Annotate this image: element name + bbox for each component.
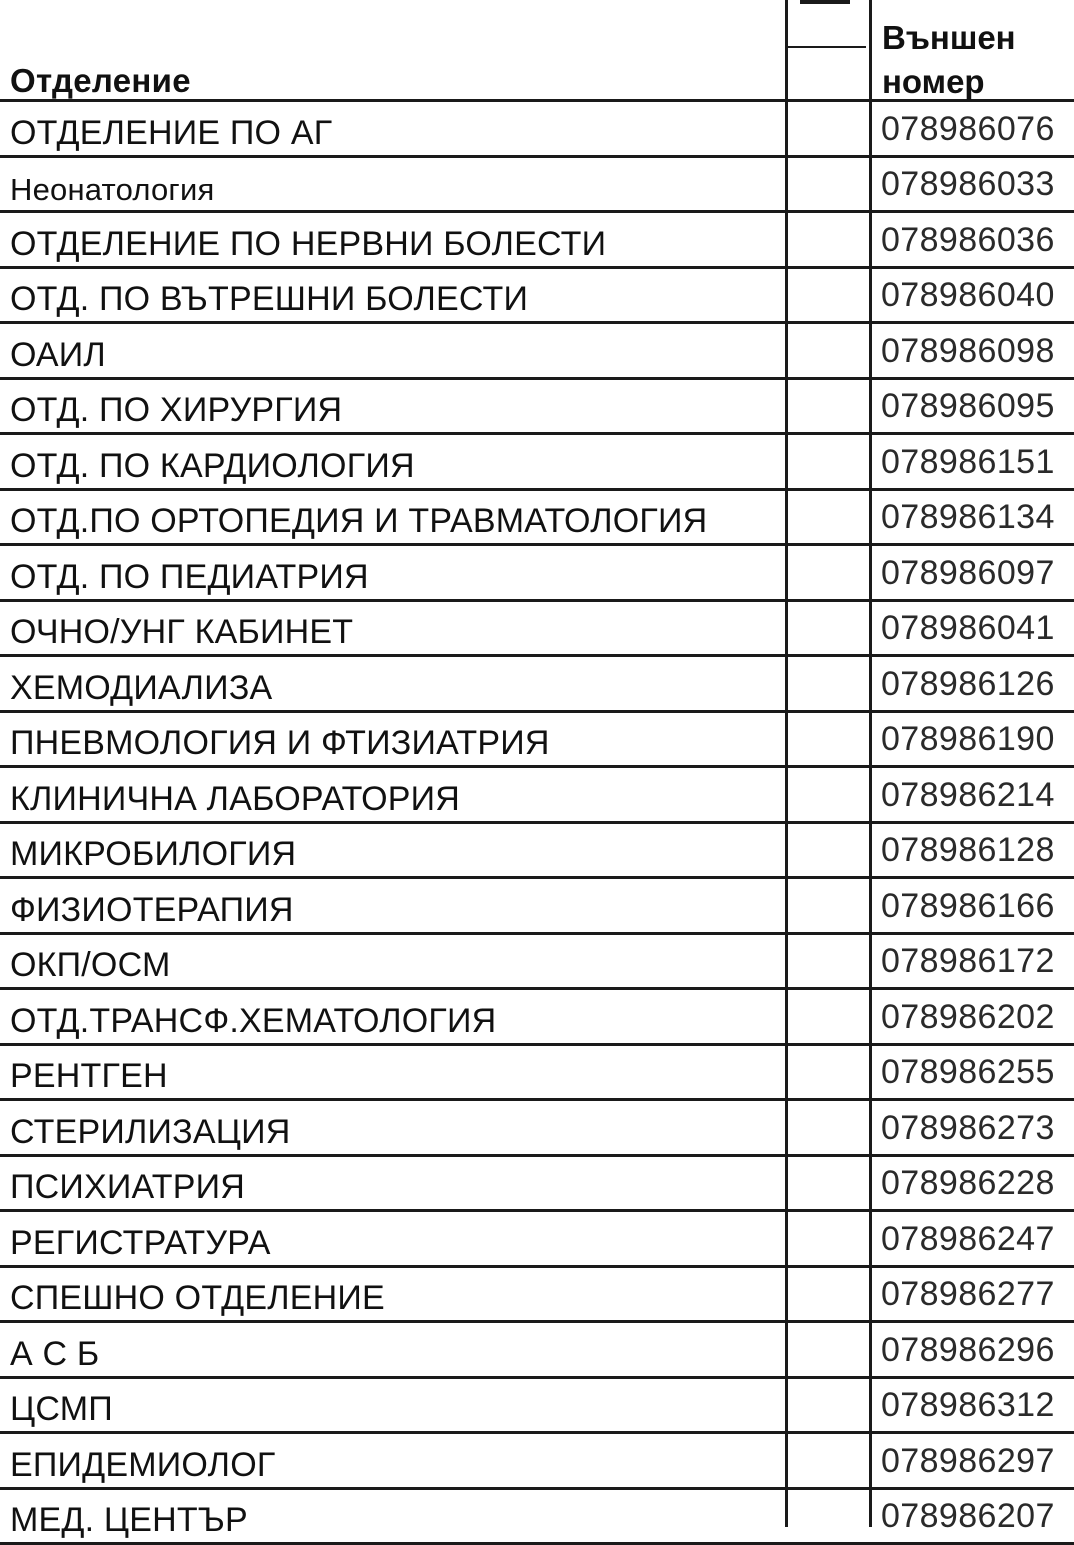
external-number: 078986040 xyxy=(881,276,1055,315)
table-row xyxy=(0,713,1074,769)
table-row xyxy=(0,158,1074,214)
empty-cell xyxy=(788,990,869,1043)
table-row xyxy=(0,879,1074,935)
department-name: ОТДЕЛЕНИЕ ПО АГ xyxy=(10,114,332,153)
empty-cell xyxy=(788,879,869,932)
empty-cell xyxy=(788,713,869,766)
table-body xyxy=(0,102,1074,1545)
table-row xyxy=(0,213,1074,269)
external-number: 078986151 xyxy=(881,443,1055,482)
external-number: 078986134 xyxy=(881,498,1055,537)
external-number: 078986190 xyxy=(881,720,1055,759)
empty-cell xyxy=(788,1268,869,1321)
external-number: 078986207 xyxy=(881,1497,1055,1536)
external-number: 078986247 xyxy=(881,1220,1055,1259)
table-row xyxy=(0,380,1074,436)
header-middle-rule xyxy=(788,46,866,48)
empty-cell xyxy=(788,158,869,211)
external-number: 078986041 xyxy=(881,609,1055,648)
external-number: 078986128 xyxy=(881,831,1055,870)
empty-cell xyxy=(788,380,869,433)
table-row xyxy=(0,102,1074,158)
table-row xyxy=(0,435,1074,491)
department-name: СТЕРИЛИЗАЦИЯ xyxy=(10,1113,291,1152)
table-row xyxy=(0,1212,1074,1268)
table-row xyxy=(0,824,1074,880)
department-name: РЕНТГЕН xyxy=(10,1057,168,1096)
empty-cell xyxy=(788,657,869,710)
table-row xyxy=(0,1268,1074,1324)
empty-cell xyxy=(788,824,869,877)
empty-cell xyxy=(788,269,869,322)
empty-cell xyxy=(788,1323,869,1376)
external-number: 078986296 xyxy=(881,1331,1055,1370)
column-divider-left xyxy=(785,0,788,1527)
empty-cell xyxy=(788,935,869,988)
table-row xyxy=(0,324,1074,380)
header-external-number: Външен номер xyxy=(882,16,1072,104)
empty-cell xyxy=(788,213,869,266)
table-row xyxy=(0,935,1074,991)
external-number: 078986098 xyxy=(881,332,1055,371)
header-department: Отделение xyxy=(10,62,191,100)
table-row xyxy=(0,491,1074,547)
external-number: 078986255 xyxy=(881,1053,1055,1092)
empty-cell xyxy=(788,1434,869,1487)
external-number: 078986228 xyxy=(881,1164,1055,1203)
department-name: СПЕШНО ОТДЕЛЕНИЕ xyxy=(10,1279,385,1318)
department-name: ФИЗИОТЕРАПИЯ xyxy=(10,891,294,930)
department-name: ОТД. ПО ПЕДИАТРИЯ xyxy=(10,558,369,597)
department-name: Неонатология xyxy=(10,172,214,208)
table-row xyxy=(0,1434,1074,1490)
empty-cell xyxy=(788,491,869,544)
empty-cell xyxy=(788,1046,869,1099)
external-number: 078986202 xyxy=(881,998,1055,1037)
external-number: 078986036 xyxy=(881,221,1055,260)
table-header xyxy=(0,0,1074,102)
table-row xyxy=(0,990,1074,1046)
department-name: ОТД. ПО КАРДИОЛОГИЯ xyxy=(10,447,415,486)
external-number: 078986297 xyxy=(881,1442,1055,1481)
table-row xyxy=(0,1101,1074,1157)
table-row xyxy=(0,546,1074,602)
column-stub xyxy=(800,0,850,4)
empty-cell xyxy=(788,102,869,155)
empty-cell xyxy=(788,1101,869,1154)
department-name: ОТД.ТРАНСФ.ХЕМАТОЛОГИЯ xyxy=(10,1002,496,1041)
table-row xyxy=(0,1046,1074,1102)
external-number: 078986166 xyxy=(881,887,1055,926)
empty-cell xyxy=(788,1379,869,1432)
empty-cell xyxy=(788,324,869,377)
department-name: ПНЕВМОЛОГИЯ И ФТИЗИАТРИЯ xyxy=(10,724,550,763)
table-row xyxy=(0,657,1074,713)
empty-cell xyxy=(788,1490,869,1543)
table-row xyxy=(0,768,1074,824)
department-name: ОЧНО/УНГ КАБИНЕТ xyxy=(10,613,353,652)
table-row xyxy=(0,1157,1074,1213)
department-name: ПСИХИАТРИЯ xyxy=(10,1168,245,1207)
external-number: 078986095 xyxy=(881,387,1055,426)
external-number: 078986277 xyxy=(881,1275,1055,1314)
department-name: ОКП/ОСМ xyxy=(10,946,170,985)
department-name: МИКРОБИЛОГИЯ xyxy=(10,835,296,874)
department-name: ОТД. ПО ХИРУРГИЯ xyxy=(10,391,342,430)
table-row xyxy=(0,602,1074,658)
external-number: 078986214 xyxy=(881,776,1055,815)
department-name: ХЕМОДИАЛИЗА xyxy=(10,669,272,708)
empty-cell xyxy=(788,1212,869,1265)
empty-cell xyxy=(788,602,869,655)
column-divider-right xyxy=(869,0,872,1527)
department-name: ОТД.ПО ОРТОПЕДИЯ И ТРАВМАТОЛОГИЯ xyxy=(10,502,707,541)
empty-cell xyxy=(788,435,869,488)
external-number: 078986312 xyxy=(881,1386,1055,1425)
department-name: ОАИЛ xyxy=(10,336,106,375)
external-number: 078986076 xyxy=(881,110,1055,149)
external-number: 078986033 xyxy=(881,165,1055,204)
empty-cell xyxy=(788,546,869,599)
table-row xyxy=(0,1379,1074,1435)
table-row xyxy=(0,1323,1074,1379)
department-name: РЕГИСТРАТУРА xyxy=(10,1224,271,1263)
department-name: А С Б xyxy=(10,1335,99,1374)
empty-cell xyxy=(788,768,869,821)
department-name: ОТДЕЛЕНИЕ ПО НЕРВНИ БОЛЕСТИ xyxy=(10,225,606,264)
department-name: КЛИНИЧНА ЛАБОРАТОРИЯ xyxy=(10,780,460,819)
external-number: 078986172 xyxy=(881,942,1055,981)
department-name: ЦСМП xyxy=(10,1390,113,1429)
table-row xyxy=(0,269,1074,325)
empty-cell xyxy=(788,1157,869,1210)
external-number: 078986097 xyxy=(881,554,1055,593)
department-name: ЕПИДЕМИОЛОГ xyxy=(10,1446,275,1485)
table-row xyxy=(0,1490,1074,1545)
external-number: 078986273 xyxy=(881,1109,1055,1148)
department-name: ОТД. ПО ВЪТРЕШНИ БОЛЕСТИ xyxy=(10,280,528,319)
department-name: МЕД. ЦЕНТЪР xyxy=(10,1501,248,1540)
external-number: 078986126 xyxy=(881,665,1055,704)
